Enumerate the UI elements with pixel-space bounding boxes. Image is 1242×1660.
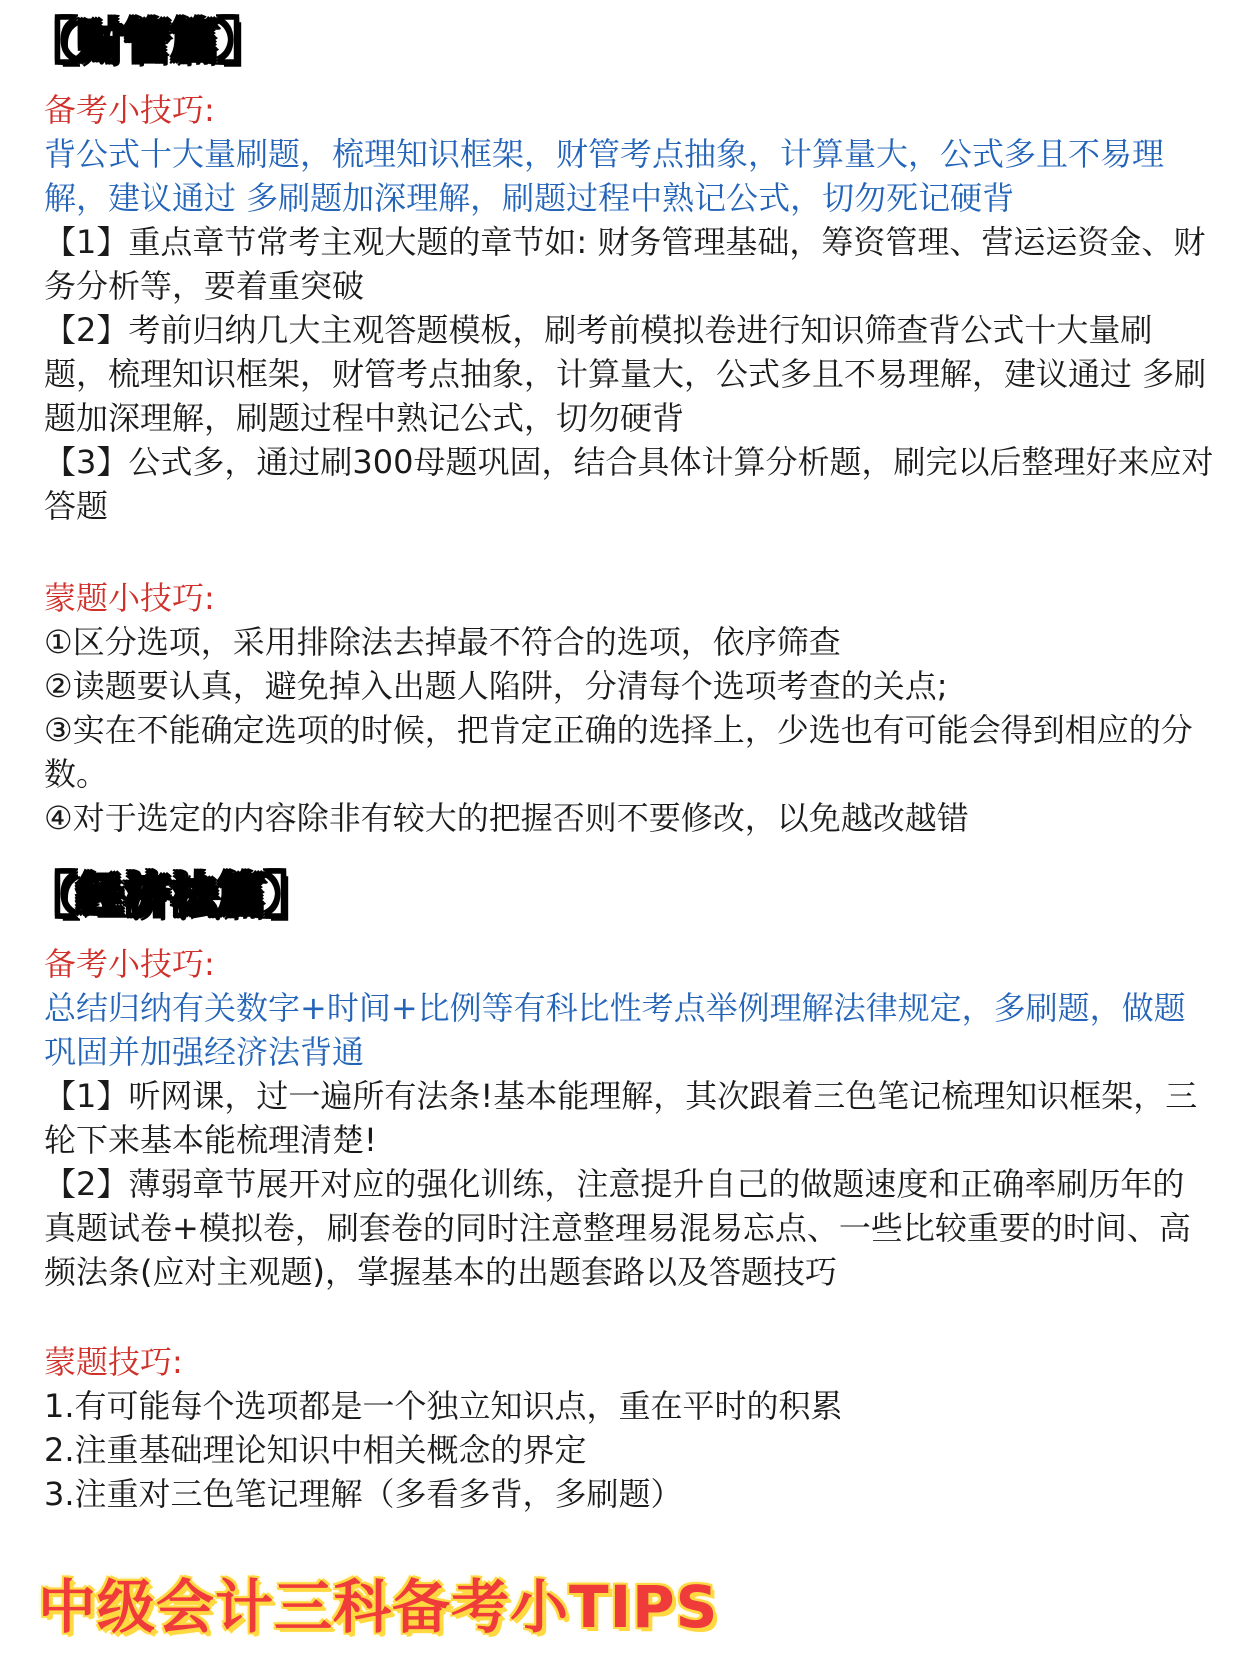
caiguan-guess-block	[44, 576, 1214, 840]
caiguan-prep-item-2: 【2】考前归纳几大主观答题模板，刷考前模拟卷进行知识筛查背公式十大量刷题，梳理知识框架，财管考点抽象，计算量大，公式多且不易理解，建议通过 多刷题加深理解，刷题过程中熟记公式，切勿硬背	[44, 311, 1207, 437]
jingjifa-prep-block	[44, 942, 1214, 1294]
section-title-jingjifa: 【经济法篇】	[30, 868, 312, 922]
caiguan-guess-label: 蒙题小技巧:	[44, 579, 215, 617]
jingjifa-prep-label: 备考小技巧:	[44, 945, 215, 983]
caiguan-prep-label: 备考小技巧:	[44, 91, 215, 129]
caiguan-guess-item-3: ③实在不能确定选项的时候，把肯定正确的选择上，少选也有可能会得到相应的分数。	[44, 711, 1193, 793]
caiguan-prep-highlight: 背公式十大量刷题，梳理知识框架，财管考点抽象，计算量大，公式多且不易理解，建议通过 多刷题加深理解，刷题过程中熟记公式，切勿死记硬背	[44, 135, 1165, 217]
caiguan-prep-item-1: 【1】重点章节常考主观大题的章节如: 财务管理基础，筹资管理、营运运资金、财务分析等，要着重突破	[44, 223, 1206, 305]
jingjifa-guess-label: 蒙题技巧:	[44, 1343, 183, 1381]
caiguan-prep-block	[44, 88, 1214, 528]
jingjifa-guess-item-3: 3.注重对三色笔记理解（多看多背，多刷题）	[44, 1475, 683, 1513]
caiguan-guess-item-2: ②读题要认真，避免掉入出题人陷阱，分清每个选项考查的关点;	[44, 667, 948, 705]
jingjifa-prep-highlight: 总结归纳有关数字+时间+比例等有科比性考点举例理解法律规定，多刷题，做题巩固并加强经济法背通	[44, 989, 1186, 1071]
jingjifa-prep-item-1: 【1】听网课，过一遍所有法条!基本能理解，其次跟着三色笔记梳理知识框架，三轮下来基本能梳理清楚!	[44, 1077, 1198, 1159]
section-title-caiguan: 【财管篇】	[30, 14, 265, 68]
jingjifa-prep-item-2: 【2】薄弱章节展开对应的强化训练，注意提升自己的做题速度和正确率刷历年的真题试卷+模拟卷，刷套卷的同时注意整理易混易忘点、一些比较重要的时间、高频法条(应对主观题)，掌握基本的出题套路以及答题技巧	[44, 1165, 1191, 1291]
footer-title: 中级会计三科备考小TIPS	[38, 1573, 719, 1641]
jingjifa-guess-block	[44, 1340, 1214, 1516]
caiguan-guess-item-4: ④对于选定的内容除非有较大的把握否则不要修改，以免越改越错	[44, 799, 969, 837]
jingjifa-guess-item-2: 2.注重基础理论知识中相关概念的界定	[44, 1431, 587, 1469]
jingjifa-guess-item-1: 1.有可能每个选项都是一个独立知识点，重在平时的积累	[44, 1387, 843, 1425]
caiguan-guess-item-1: ①区分选项，采用排除法去掉最不符合的选项，依序筛查	[44, 623, 841, 661]
caiguan-prep-item-3: 【3】公式多，通过刷300母题巩固，结合具体计算分析题，刷完以后整理好来应对答题	[44, 443, 1214, 525]
